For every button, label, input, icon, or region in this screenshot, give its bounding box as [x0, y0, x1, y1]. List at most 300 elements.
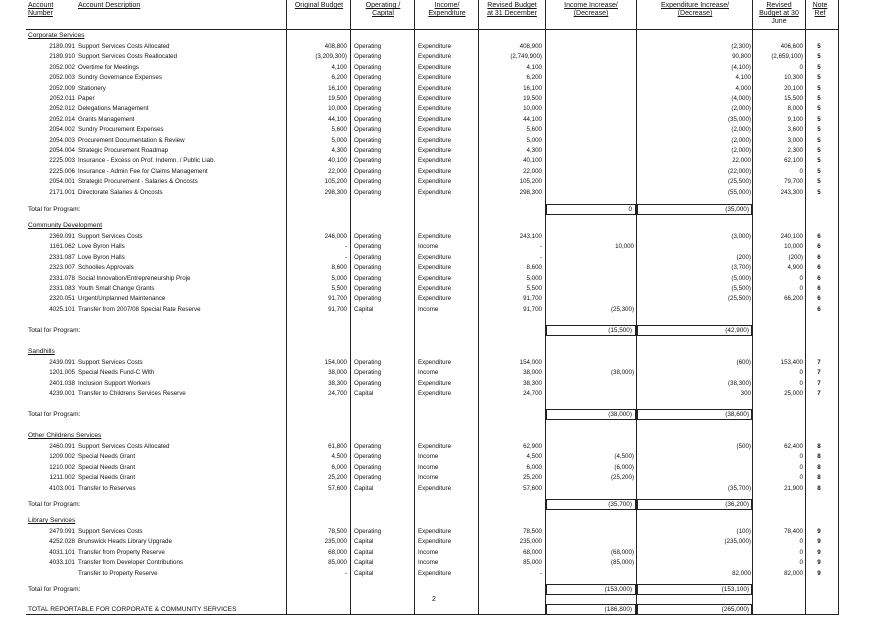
cell-expenditure-increase: 22,000	[732, 157, 751, 165]
cell-revised-budget-dec: 44,100	[523, 115, 542, 123]
cell-original-budget: 5,600	[331, 126, 347, 134]
cell-revised-budget-dec: 10,000	[523, 105, 542, 113]
cell-operating-capital: Operating	[354, 178, 382, 186]
cell-note-ref: 7	[817, 369, 821, 377]
total-income-box	[546, 409, 636, 420]
cell-account-number: 2460.091	[49, 443, 75, 450]
cell-account-number: 2225.003	[49, 157, 75, 165]
cell-revised-budget-dec: 154,000	[519, 359, 542, 366]
cell-expenditure-increase: (4,100)	[731, 63, 751, 71]
cell-revised-budget-june: 0	[799, 548, 803, 556]
cell-account-number: 2331.078	[49, 274, 75, 282]
cell-note-ref: 7	[817, 379, 821, 387]
cell-income-expenditure: Expenditure	[418, 538, 452, 546]
cell-revised-budget-june: 0	[799, 369, 803, 377]
cell-revised-budget-june: 3,600	[787, 126, 803, 134]
cell-expenditure-increase: (38,300)	[727, 379, 751, 387]
cell-income-expenditure: Expenditure	[418, 157, 452, 165]
table-row	[0, 473, 875, 483]
cell-revised-budget-dec: 62,900	[523, 443, 542, 450]
cell-account-description: Transfer to Reserves	[78, 484, 136, 492]
cell-note-ref: 6	[817, 285, 821, 292]
cell-revised-budget-dec: 4,300	[526, 147, 542, 154]
cell-account-number: 2052.009	[49, 84, 75, 92]
cell-revised-budget-june: 0	[799, 453, 803, 461]
cell-revised-budget-june: 10,300	[784, 74, 803, 82]
cell-note-ref: 7	[817, 390, 821, 398]
cell-note-ref: 5	[817, 157, 821, 165]
cell-income-expenditure: Expenditure	[418, 126, 452, 134]
cell-revised-budget-dec: 6,200	[526, 74, 542, 82]
cell-account-number: 1209.002	[49, 453, 75, 461]
cell-original-budget: 68,000	[328, 548, 347, 556]
cell-revised-budget-june: 0	[799, 379, 803, 387]
table-row	[0, 94, 875, 104]
cell-operating-capital: Operating	[354, 167, 382, 175]
cell-revised-budget-dec: 16,100	[523, 84, 542, 92]
cell-note-ref: 6	[817, 233, 821, 240]
cell-operating-capital: Operating	[354, 369, 382, 377]
cell-income-expenditure: Expenditure	[418, 390, 452, 398]
cell-account-description: Youth Small Change Grants	[78, 285, 155, 292]
cell-revised-budget-june: 79,700	[784, 178, 803, 186]
total-income-box	[546, 204, 636, 215]
cell-revised-budget-june: 0	[799, 274, 803, 282]
cell-operating-capital: Operating	[354, 53, 382, 61]
cell-operating-capital: Operating	[354, 453, 382, 461]
cell-account-number: 2369.091	[49, 233, 75, 240]
cell-income-expenditure: Expenditure	[418, 295, 452, 303]
cell-revised-budget-june: 0	[799, 538, 803, 546]
total-income-value: (35,700)	[608, 501, 632, 508]
cell-revised-budget-dec: -	[539, 243, 542, 251]
cell-expenditure-increase: (2,000)	[731, 126, 751, 134]
cell-income-increase: 10,000	[615, 243, 634, 251]
cell-account-description: Sundry Governance Expenses	[78, 74, 162, 82]
table-row	[0, 84, 875, 94]
table-row	[0, 115, 875, 125]
cell-note-ref: 9	[817, 569, 821, 577]
cell-operating-capital: Operating	[354, 105, 382, 113]
cell-account-number: 4025.101	[49, 305, 75, 313]
cell-income-expenditure: Expenditure	[418, 379, 452, 387]
cell-operating-capital: Operating	[354, 463, 382, 471]
cell-note-ref: 5	[817, 105, 821, 113]
cell-account-number: 2331.087	[49, 253, 75, 261]
total-expenditure-value: (42,900)	[725, 327, 749, 334]
cell-income-expenditure: Expenditure	[418, 136, 452, 144]
cell-account-description: Support Services Costs Reallocated	[78, 53, 178, 61]
cell-operating-capital: Operating	[354, 84, 382, 92]
cell-operating-capital: Operating	[354, 264, 382, 272]
cell-expenditure-increase: (5,500)	[731, 285, 751, 292]
total-expenditure-value: (36,200)	[725, 501, 749, 508]
cell-income-expenditure: Income	[418, 453, 439, 461]
cell-account-description: Brunswick Heads Library Upgrade	[78, 538, 172, 546]
cell-account-number: 1161.062	[49, 243, 75, 251]
cell-income-increase: (4,500)	[614, 453, 634, 461]
cell-account-number: 2054.002	[49, 126, 75, 134]
table-row	[0, 188, 875, 198]
cell-operating-capital: Capital	[354, 538, 374, 546]
cell-operating-capital: Operating	[354, 528, 382, 535]
cell-income-expenditure: Expenditure	[418, 569, 452, 577]
table-row	[0, 484, 875, 494]
cell-original-budget: 5,000	[331, 274, 347, 282]
table-row	[0, 368, 875, 378]
cell-revised-budget-dec: 298,300	[519, 188, 542, 196]
cell-expenditure-increase: 4,000	[735, 84, 751, 92]
table-row	[0, 253, 875, 263]
header-expenditure-increase: Expenditure Increase/ (Decrease)	[660, 2, 730, 17]
cell-income-increase: (25,300)	[610, 305, 634, 313]
table-row	[0, 156, 875, 166]
total-income-value: (38,000)	[608, 411, 632, 418]
cell-expenditure-increase: (25,500)	[727, 178, 751, 186]
cell-revised-budget-dec: 57,600	[523, 484, 542, 492]
cell-original-budget: 246,000	[324, 233, 347, 240]
table-row	[0, 104, 875, 114]
cell-income-expenditure: Expenditure	[418, 443, 452, 450]
cell-income-expenditure: Income	[418, 305, 439, 313]
cell-revised-budget-dec: -	[539, 569, 542, 577]
cell-account-description: Support Services Costs Allocated	[78, 43, 170, 50]
table-row	[0, 263, 875, 273]
cell-account-description: Transfer to Childrens Services Reserve	[78, 390, 186, 398]
cell-revised-budget-dec: 91,700	[523, 295, 542, 303]
cell-account-description: Transfer from Developer Contributions	[78, 559, 183, 567]
cell-revised-budget-dec: 4,500	[526, 453, 542, 461]
cell-original-budget: 24,700	[328, 390, 347, 398]
table-row	[0, 284, 875, 294]
cell-expenditure-increase: (100)	[736, 528, 751, 535]
cell-note-ref: 9	[817, 548, 821, 556]
cell-note-ref: 6	[817, 274, 821, 282]
cell-income-expenditure: Expenditure	[418, 53, 452, 61]
cell-original-budget: -	[344, 253, 347, 261]
cell-account-description: Sundry Procurement Expenses	[78, 126, 164, 134]
cell-original-budget: 235,000	[324, 538, 347, 546]
cell-account-number: 2225.006	[49, 167, 75, 175]
header-revised-budget-june: Revised Budget at 30 June	[759, 2, 799, 25]
cell-income-expenditure: Expenditure	[418, 178, 452, 186]
cell-account-number: 4252.028	[49, 538, 75, 546]
cell-note-ref: 8	[817, 474, 821, 482]
cell-account-number: 4033.101	[49, 559, 75, 567]
cell-revised-budget-dec: 235,000	[519, 538, 542, 546]
total-income-value: (153,000)	[604, 586, 632, 593]
cell-income-expenditure: Expenditure	[418, 63, 452, 71]
cell-income-expenditure: Income	[418, 548, 439, 556]
cell-income-expenditure: Expenditure	[418, 484, 452, 492]
table-row	[0, 232, 875, 242]
cell-income-expenditure: Expenditure	[418, 528, 452, 535]
cell-revised-budget-dec: 78,500	[523, 528, 542, 535]
cell-account-description: Directorate Salaries & Oncosts	[78, 188, 163, 196]
cell-expenditure-increase: 300	[740, 390, 751, 398]
cell-account-description: Grants Management	[78, 115, 135, 123]
cell-income-increase: (68,000)	[610, 548, 634, 556]
cell-operating-capital: Operating	[354, 147, 382, 154]
section-title: Other Childrens Services	[28, 432, 102, 439]
header-income-increase: Income Increase/ (Decrease)	[564, 2, 618, 17]
table-row	[0, 52, 875, 62]
cell-revised-budget-dec: 6,000	[526, 463, 542, 471]
cell-expenditure-increase: (2,000)	[731, 105, 751, 113]
cell-operating-capital: Operating	[354, 126, 382, 134]
cell-revised-budget-june: 15,500	[784, 95, 803, 102]
cell-revised-budget-dec: 38,300	[523, 379, 542, 387]
cell-account-description: Urgent/Unplanned Maintenance	[78, 295, 166, 303]
cell-note-ref: 5	[817, 115, 821, 123]
cell-income-expenditure: Expenditure	[418, 74, 452, 82]
cell-note-ref: 6	[817, 243, 821, 251]
cell-revised-budget-june: 0	[799, 463, 803, 471]
cell-revised-budget-dec: 5,500	[526, 285, 542, 292]
cell-note-ref: 6	[817, 253, 821, 261]
cell-account-number: 4103.001	[49, 484, 75, 492]
total-for-program-label: Total for Program:	[28, 586, 81, 593]
cell-revised-budget-dec: 5,600	[526, 126, 542, 134]
cell-income-expenditure: Income	[418, 243, 439, 251]
cell-note-ref: 8	[817, 463, 821, 471]
cell-expenditure-increase: (2,300)	[731, 43, 751, 50]
cell-income-expenditure: Expenditure	[418, 105, 452, 113]
cell-operating-capital: Operating	[354, 157, 382, 165]
cell-income-expenditure: Expenditure	[418, 359, 452, 366]
cell-expenditure-increase: (22,000)	[727, 167, 751, 175]
header-income-expenditure: Income/ Expenditure	[428, 2, 466, 17]
table-row	[0, 146, 875, 156]
cell-operating-capital: Operating	[354, 243, 382, 251]
cell-account-description: Special Needs Grant	[78, 474, 136, 482]
cell-note-ref: 9	[817, 559, 821, 567]
cell-note-ref: 5	[817, 178, 821, 186]
cell-operating-capital: Operating	[354, 95, 382, 102]
cell-note-ref: 5	[817, 95, 821, 102]
cell-operating-capital: Capital	[354, 390, 374, 398]
cell-expenditure-increase: (4,000)	[731, 95, 751, 102]
cell-revised-budget-june: 10,000	[784, 243, 803, 251]
table-row	[0, 242, 875, 252]
cell-income-expenditure: Expenditure	[418, 167, 452, 175]
cell-account-number: 2052.012	[49, 105, 75, 113]
cell-revised-budget-june: 2,300	[787, 147, 803, 154]
cell-revised-budget-june: 406,600	[780, 43, 803, 50]
cell-income-expenditure: Expenditure	[418, 253, 452, 261]
cell-account-description: Support Services Costs	[78, 359, 143, 366]
header-operating-capital: Operating / Capital	[365, 2, 401, 17]
cell-operating-capital: Operating	[354, 43, 382, 50]
cell-income-expenditure: Expenditure	[418, 84, 452, 92]
cell-operating-capital: Operating	[354, 274, 382, 282]
cell-account-number: 2054.003	[49, 136, 75, 144]
total-income-box	[546, 499, 636, 510]
cell-operating-capital: Capital	[354, 569, 374, 577]
header-account-description: Account Description	[78, 2, 141, 9]
cell-expenditure-increase: (25,500)	[727, 295, 751, 303]
cell-income-expenditure: Expenditure	[418, 188, 452, 196]
cell-account-description: Transfer to Property Reserve	[78, 569, 158, 577]
cell-income-increase: (25,200)	[610, 474, 634, 482]
cell-revised-budget-dec: 105,200	[519, 178, 542, 186]
cell-account-description: Inclusion Support Workers	[78, 379, 151, 387]
cell-revised-budget-dec: 5,000	[526, 274, 542, 282]
cell-note-ref: 6	[817, 264, 821, 272]
section-title: Library Services	[28, 517, 76, 524]
cell-revised-budget-dec: 68,000	[523, 548, 542, 556]
table-row	[0, 305, 875, 315]
cell-revised-budget-june: 153,400	[780, 359, 803, 366]
table-row	[0, 167, 875, 177]
cell-operating-capital: Operating	[354, 74, 382, 82]
cell-original-budget: 22,000	[328, 167, 347, 175]
total-expenditure-box	[637, 325, 752, 336]
total-for-program-label: Total for Program:	[28, 501, 81, 508]
cell-original-budget: 57,600	[328, 484, 347, 492]
grand-total-label: TOTAL REPORTABLE FOR CORPORATE & COMMUNITY SERVICES	[28, 606, 237, 613]
cell-expenditure-increase: (200)	[736, 253, 751, 261]
cell-account-number: 2479.091	[49, 528, 75, 535]
cell-income-expenditure: Expenditure	[418, 233, 452, 240]
cell-expenditure-increase: (3,000)	[731, 233, 751, 240]
cell-operating-capital: Operating	[354, 285, 382, 292]
cell-original-budget: 44,100	[328, 115, 347, 123]
total-expenditure-box	[637, 499, 752, 510]
cell-account-description: Special Needs Grant	[78, 453, 136, 461]
cell-operating-capital: Operating	[354, 233, 382, 240]
cell-revised-budget-dec: 85,000	[523, 559, 542, 567]
cell-account-description: Paper	[78, 95, 95, 102]
table-row	[0, 274, 875, 284]
cell-expenditure-increase: (600)	[736, 359, 751, 366]
cell-account-description: Special Needs Grant	[78, 463, 136, 471]
cell-original-budget: 10,000	[328, 105, 347, 113]
total-income-box	[546, 325, 636, 336]
cell-original-budget: -	[344, 243, 347, 251]
cell-revised-budget-june: 62,100	[784, 157, 803, 165]
table-row	[0, 294, 875, 304]
cell-operating-capital: Operating	[354, 295, 382, 303]
total-expenditure-value: (35,000)	[725, 206, 749, 213]
cell-account-description: Support Services Costs	[78, 233, 143, 240]
total-for-program-label: Total for Program:	[28, 327, 81, 334]
header-revised-budget-dec: Revised Budget at 31 December	[487, 2, 537, 17]
cell-account-description: Support Services Costs	[78, 528, 143, 535]
table-row	[0, 125, 875, 135]
table-row	[0, 389, 875, 399]
cell-note-ref: 8	[817, 453, 821, 461]
table-row	[0, 358, 875, 368]
cell-note-ref: 5	[817, 147, 821, 154]
cell-expenditure-increase: (55,000)	[727, 188, 751, 196]
header-account-number: Account Number	[28, 2, 54, 17]
cell-revised-budget-june: (2,659,100)	[771, 53, 803, 61]
cell-revised-budget-june: 25,000	[784, 390, 803, 398]
cell-original-budget: 5,500	[331, 285, 347, 292]
cell-note-ref: 6	[817, 305, 821, 313]
cell-account-description: Transfer from Property Reserve	[78, 548, 165, 556]
section-title: Sandhills	[28, 348, 55, 355]
cell-income-expenditure: Income	[418, 463, 439, 471]
cell-original-budget: 38,300	[328, 379, 347, 387]
cell-original-budget: 8,600	[331, 264, 347, 272]
table-row	[0, 379, 875, 389]
table-row	[0, 537, 875, 547]
cell-revised-budget-june: 82,000	[784, 569, 803, 577]
cell-original-budget: 91,700	[328, 305, 347, 313]
cell-original-budget: 154,000	[324, 359, 347, 366]
cell-account-description: Procurement Documentation & Review	[78, 136, 185, 144]
total-expenditure-box	[637, 584, 752, 595]
total-for-program-label: Total for Program:	[28, 411, 81, 418]
section-title: Community Development	[28, 222, 103, 229]
cell-revised-budget-june: 0	[799, 474, 803, 482]
cell-revised-budget-dec: -	[539, 253, 542, 261]
cell-revised-budget-june: 8,000	[787, 105, 803, 113]
total-income-value: (15,500)	[608, 327, 632, 334]
table-row	[0, 42, 875, 52]
cell-account-description: Transfer from 2007/08 Special Rate Reserve	[78, 305, 201, 313]
cell-account-description: Special Needs Fund-C With	[78, 369, 155, 377]
cell-revised-budget-june: 62,400	[784, 443, 803, 450]
cell-revised-budget-june: 240,100	[780, 233, 803, 240]
cell-original-budget: 40,100	[328, 157, 347, 165]
cell-original-budget: 4,300	[331, 147, 347, 154]
cell-note-ref: 5	[817, 43, 821, 50]
cell-revised-budget-june: 0	[799, 285, 803, 292]
page-number: 2	[432, 596, 436, 603]
cell-account-description: Social Innovation/Entrepreneurship Proje	[78, 274, 191, 282]
cell-original-budget: 25,200	[328, 474, 347, 482]
cell-account-description: Stationery	[78, 84, 106, 92]
total-expenditure-box	[637, 204, 752, 215]
total-expenditure-value: (38,600)	[725, 411, 749, 418]
cell-note-ref: 8	[817, 443, 821, 450]
cell-expenditure-increase: (500)	[736, 443, 751, 450]
cell-income-increase: (38,000)	[610, 369, 634, 377]
cell-operating-capital: Operating	[354, 474, 382, 482]
cell-note-ref: 5	[817, 53, 821, 61]
grand-total-income: (186,800)	[604, 606, 632, 613]
cell-revised-budget-dec: 91,700	[523, 305, 542, 313]
cell-note-ref: 5	[817, 63, 821, 71]
cell-note-ref: 5	[817, 74, 821, 82]
cell-revised-budget-dec: 25,200	[523, 474, 542, 482]
cell-revised-budget-june: 66,200	[784, 295, 803, 303]
cell-operating-capital: Capital	[354, 559, 374, 567]
table-row	[0, 136, 875, 146]
cell-account-number: 2439.091	[49, 359, 75, 366]
cell-revised-budget-dec: 4,100	[526, 63, 542, 71]
cell-revised-budget-june: 78,400	[784, 528, 803, 535]
cell-income-expenditure: Income	[418, 369, 439, 377]
cell-expenditure-increase: (35,000)	[727, 115, 751, 123]
cell-expenditure-increase: 90,800	[732, 53, 751, 61]
cell-income-expenditure: Expenditure	[418, 264, 452, 272]
cell-revised-budget-dec: 8,600	[526, 264, 542, 272]
cell-expenditure-increase: 4,100	[735, 74, 751, 82]
cell-expenditure-increase: 82,000	[732, 569, 751, 577]
cell-original-budget: 78,500	[328, 528, 347, 535]
header-bottom-rule	[26, 29, 838, 30]
table-row	[0, 73, 875, 83]
cell-account-number: 2052.002	[49, 63, 75, 71]
cell-income-increase: (6,000)	[614, 463, 634, 471]
header-original-budget: Original Budget	[294, 2, 344, 9]
cell-revised-budget-dec: (2,749,900)	[510, 53, 542, 61]
cell-operating-capital: Operating	[354, 188, 382, 196]
